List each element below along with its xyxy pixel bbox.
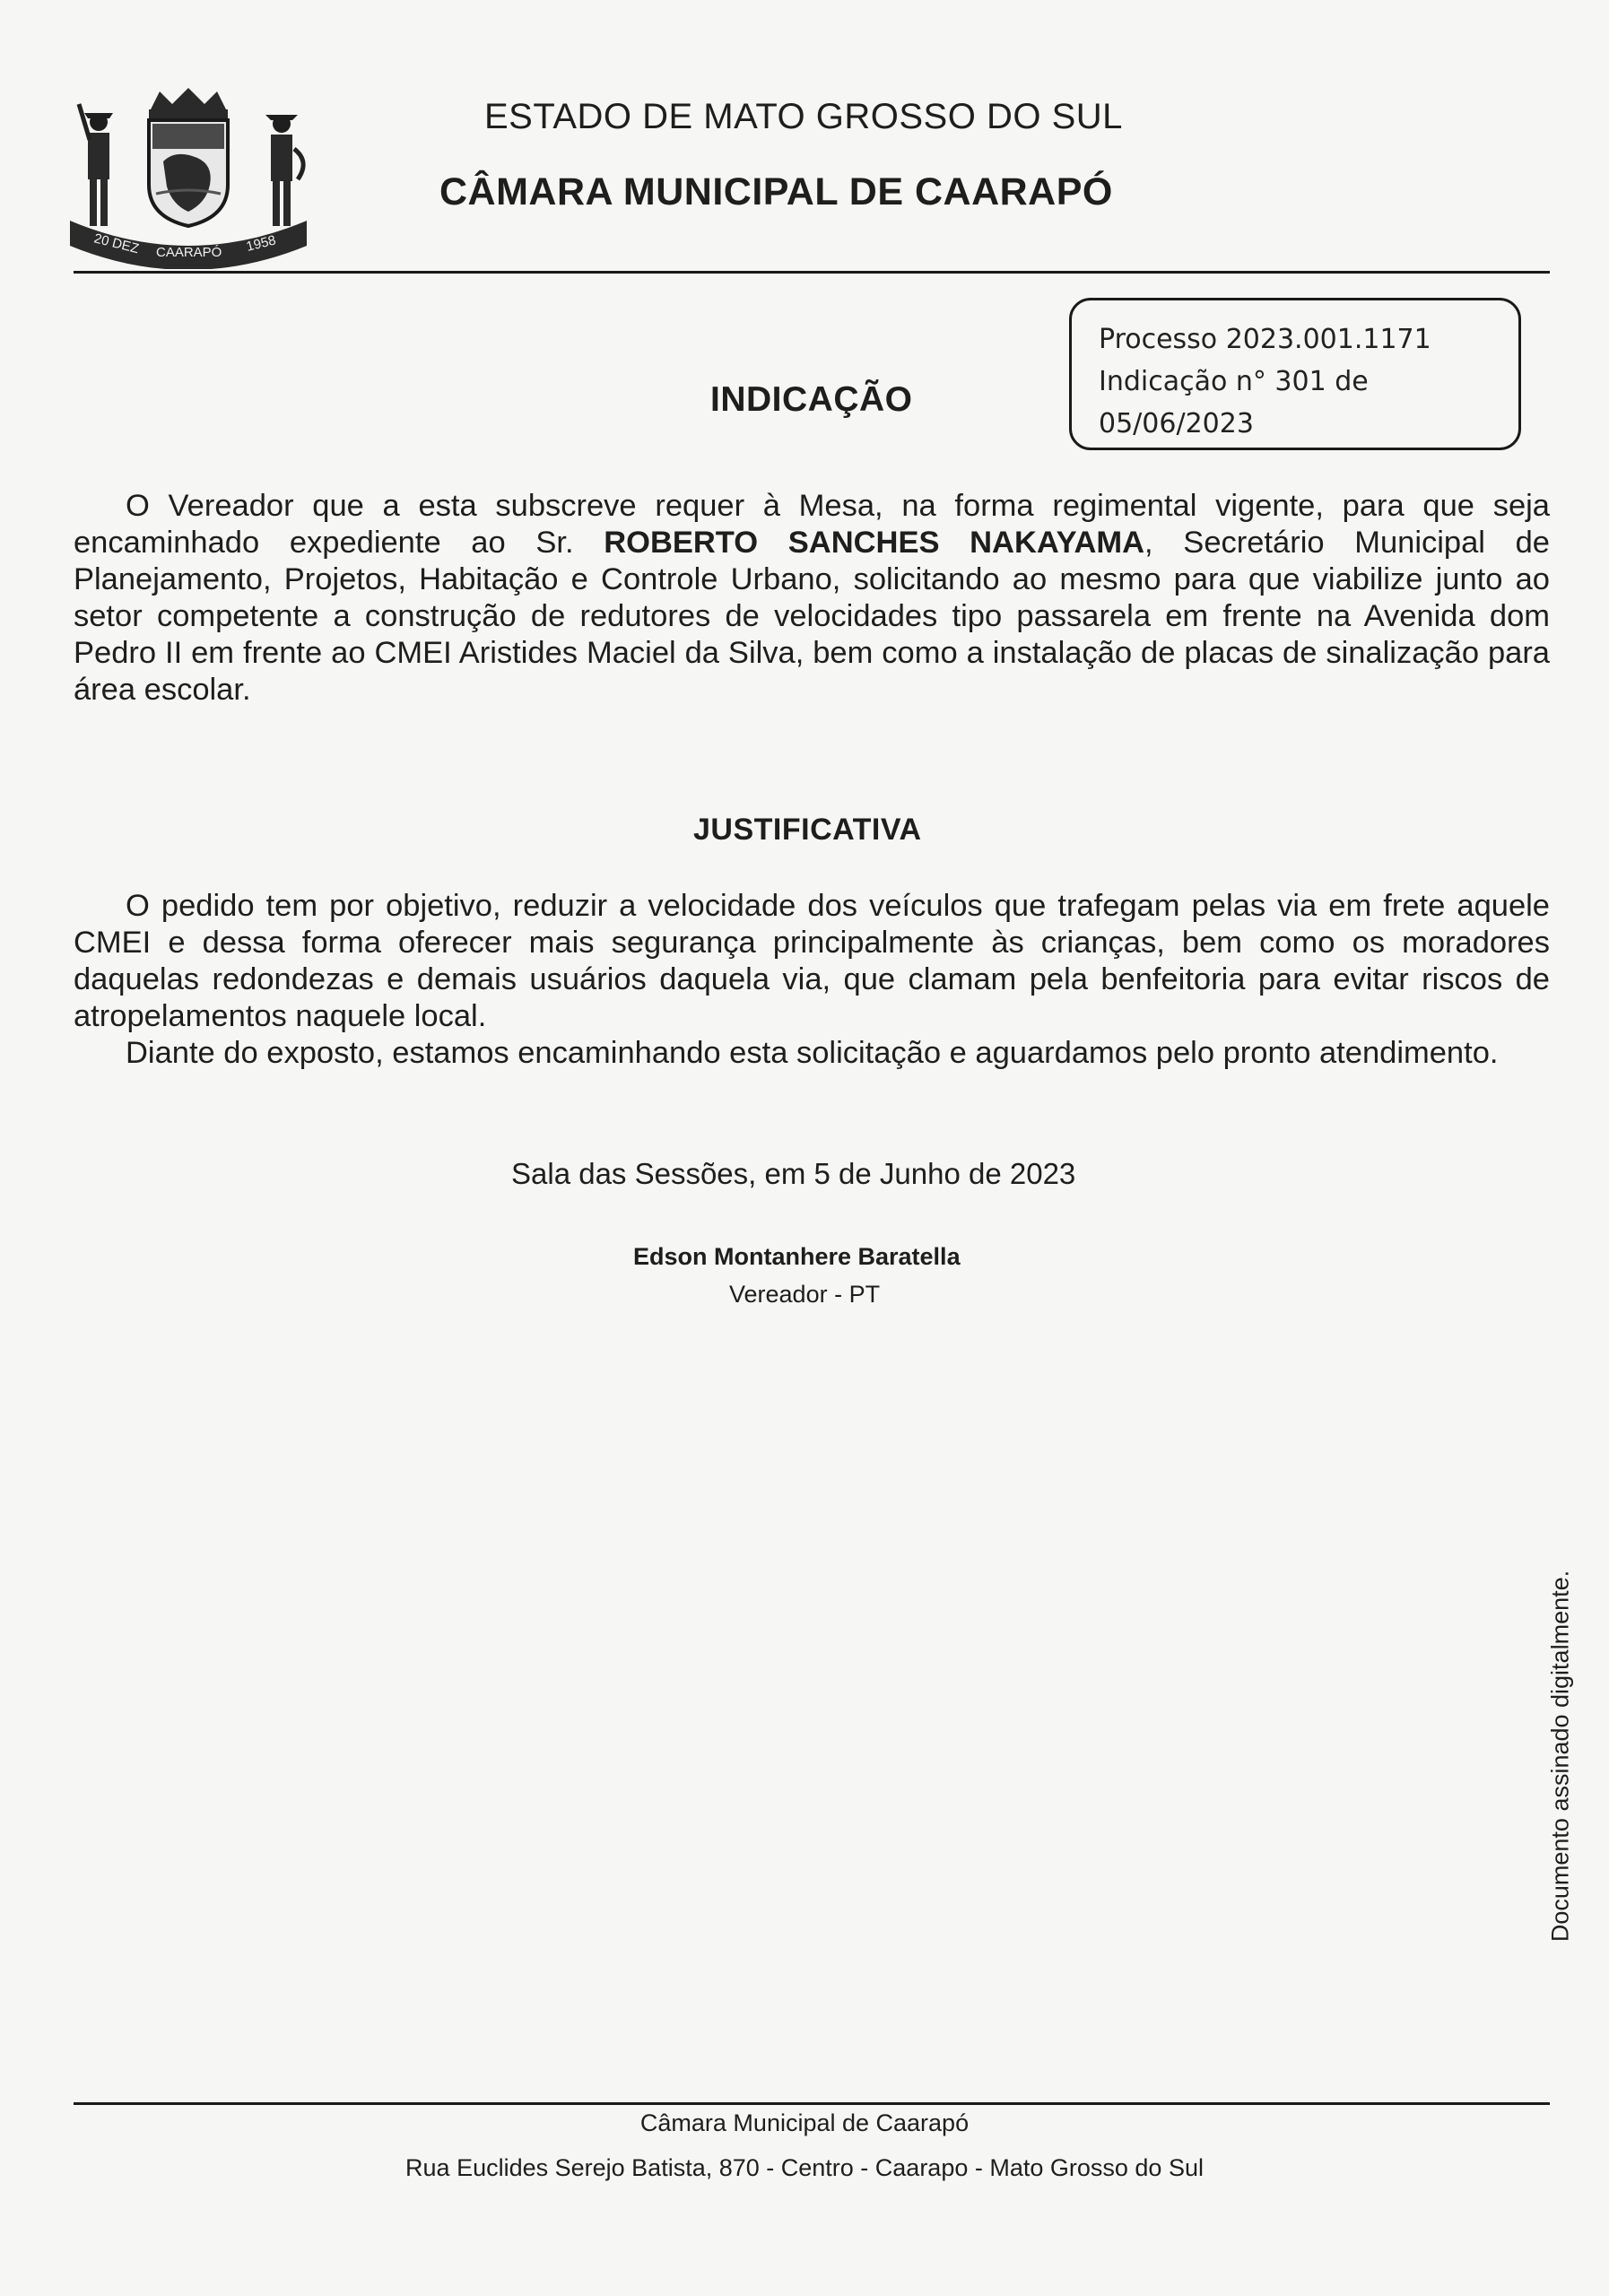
addressee-name: ROBERTO SANCHES NAKAYAMA <box>604 526 1145 560</box>
seal-ribbon-year: 1958 <box>244 232 278 255</box>
footer-institution: Câmara Municipal de Caarapó <box>639 2109 970 2136</box>
chamber-name: CÂMARA MUNICIPAL DE CAARAPÓ <box>439 170 1113 213</box>
indication-number: Indicação n° 301 de <box>1099 366 1369 397</box>
coat-of-arms-seal <box>63 86 314 269</box>
justification-paragraph-2: Diante do exposto, estamos encaminhando esta solicitação e aguardamos pelo pronto atendimento. <box>126 1036 1499 1070</box>
signer-name: Edson Montanhere Baratella <box>633 1243 961 1270</box>
request-text-end: , Secretário Municipal de Planejamento, Projetos, Habitação e Controle Urbano, solicitando ao mesmo para que viabilize junto ao setor competente a construção de redutores de velocidades tipo passarela em frente na Avenida dom Pedro II em frente ao CMEI Aristides Maciel da Silva, bem como a instalação de placas de sinalização para área escolar. <box>74 526 1550 707</box>
indication-date: 05/06/2023 <box>1099 408 1254 439</box>
state-name: ESTADO DE MATO GROSSO DO SUL <box>484 97 1123 136</box>
request-paragraph <box>74 488 1550 709</box>
place-and-date: Sala das Sessões, em 5 de Junho de 2023 <box>511 1157 1076 1190</box>
digital-signature-note: Documento assinado digitalmente. <box>1546 1570 1574 1943</box>
process-number: Processo 2023.001.1171 <box>1099 324 1431 355</box>
header-divider <box>74 271 1550 274</box>
footer-divider <box>74 2102 1550 2105</box>
request-text-start: O Vereador que a esta subscreve requer à Mesa, na forma regimental vigente, para que seja encaminhado expediente ao Sr. <box>74 489 1550 560</box>
process-stamp-box <box>1069 298 1521 450</box>
justification-heading: JUSTIFICATIVA <box>693 813 922 847</box>
footer-address: Rua Euclides Serejo Batista, 870 - Centro - Caarapo - Mato Grosso do Sul <box>405 2154 1204 2181</box>
document-title: INDICAÇÃO <box>710 380 913 419</box>
signer-role: Vereador - PT <box>729 1281 881 1308</box>
seal-ribbon-city: CAARAPÓ <box>156 245 222 260</box>
justification-paragraph-1: O pedido tem por objetivo, reduzir a velocidade dos veículos que trafegam pelas via em frete aquele CMEI e dessa forma oferecer mais segurança principalmente às crianças, bem como os moradores daquelas redondezas e demais usuários daquela via, que clamam pela benfeitoria para evitar riscos de atropelamentos naquele local. <box>74 889 1550 1033</box>
seal-ribbon-date: 20 DEZ <box>92 230 141 257</box>
